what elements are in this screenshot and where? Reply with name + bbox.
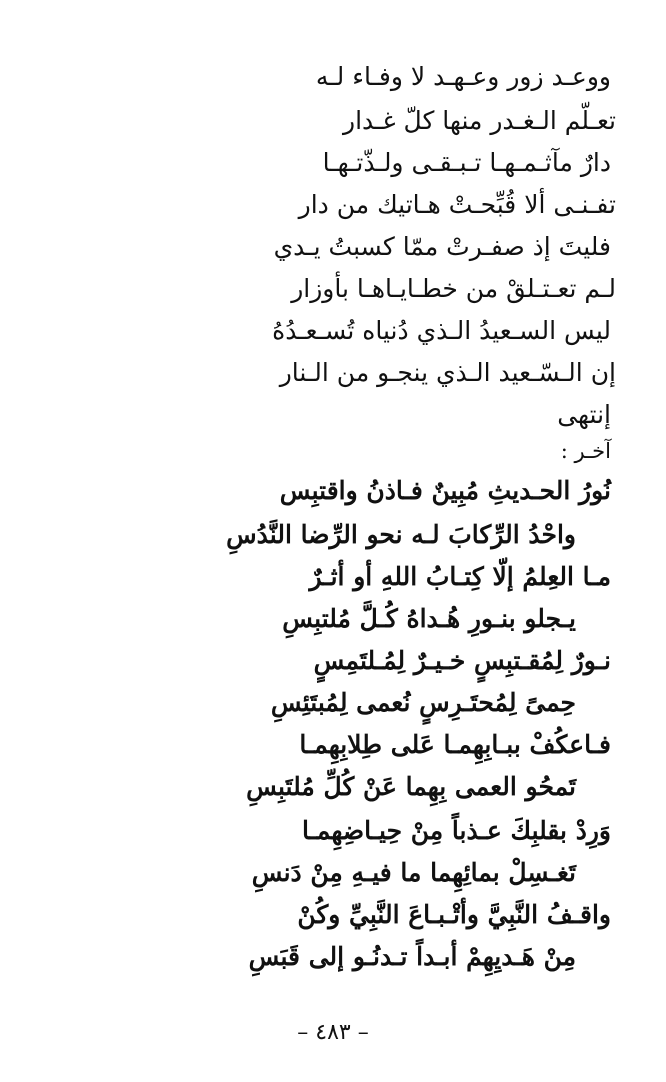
page-number: – ٤٨٣ – bbox=[297, 1020, 369, 1045]
poem1-line-3: دارٌ مآثـمـهـا تـبـقـى ولـذّتـهـا bbox=[322, 148, 611, 177]
poem2-line-12: مِنْ هَـديِهِمْ أبـداً تـدنُـو إلى قَبَسِ bbox=[248, 942, 576, 971]
poem2-line-1: نُورُ الحـديثِ مُبِينٌ فـاذنُ واقتبِس bbox=[279, 476, 611, 505]
poem2-line-8: تَمحُو العمى بِهِما عَنْ كُلِّ مُلتَبِسِ bbox=[246, 772, 576, 801]
poem2-line-9: وَرِدْ بقلبِكَ عـذباً مِنْ حِيـاضِهِمـا bbox=[301, 816, 611, 845]
poem1-end-label: إنتهى bbox=[557, 400, 611, 429]
poem1-line-1: ووعـد زور وعـهـد لا وفـاء لـه bbox=[315, 62, 611, 91]
poem2-line-11: واقـفُ النَّبِيَّ وأتْـبـاعَ النَّبِيِّ وكُنْ bbox=[297, 900, 611, 929]
poem2-line-10: تَغـسِلْ بمائِهِما ما فيـهِ مِنْ دَنسِ bbox=[251, 858, 576, 887]
poem1-line-8: إن الـسّـعيد الـذي ينجـو من الـنار bbox=[279, 358, 616, 387]
poem2-line-6: حِمىً لِمُحتَـرِسٍ نُعمى لِمُبتَئِسِ bbox=[270, 688, 576, 717]
poem1-line-2: تعـلّم الـغـدر منها كلّ غـدار bbox=[343, 106, 616, 135]
poem1-line-5: فليتَ إذ صفـرتْ ممّا كسبتُ يـدي bbox=[273, 232, 611, 261]
poem2-label: آخـر : bbox=[560, 439, 611, 463]
poem2-line-5: نـورٌ لِمُقـتبِسٍ خـيـرٌ لِمُـلتَمِسٍ bbox=[313, 646, 611, 675]
poem1-line-6: لـم تعـتـلقْ من خطـايـاهـا بأوزار bbox=[291, 274, 616, 303]
poem1-line-7: ليس السـعيدُ الـذي دُنياه تُسـعـدُهُ bbox=[272, 316, 611, 345]
poem2-line-2: واحْدُ الرِّكابَ لـه نحو الرِّضا النَّدُسِ bbox=[226, 520, 576, 549]
poem2-line-3: مـا العِلمُ إلّا كِتـابُ اللهِ أو أثـرٌ bbox=[309, 562, 611, 591]
poem2-line-4: يـجلو بنـورِ هُـداهُ كُـلَّ مُلتبِسِ bbox=[282, 604, 576, 633]
poem2-line-7: فـاعكُفْ ببـابِهِمـا عَلى طِلابِهِمـا bbox=[299, 730, 611, 759]
poem1-line-4: تفـنـى ألا قُبِّحـتْ هـاتيك من دار bbox=[298, 190, 616, 219]
